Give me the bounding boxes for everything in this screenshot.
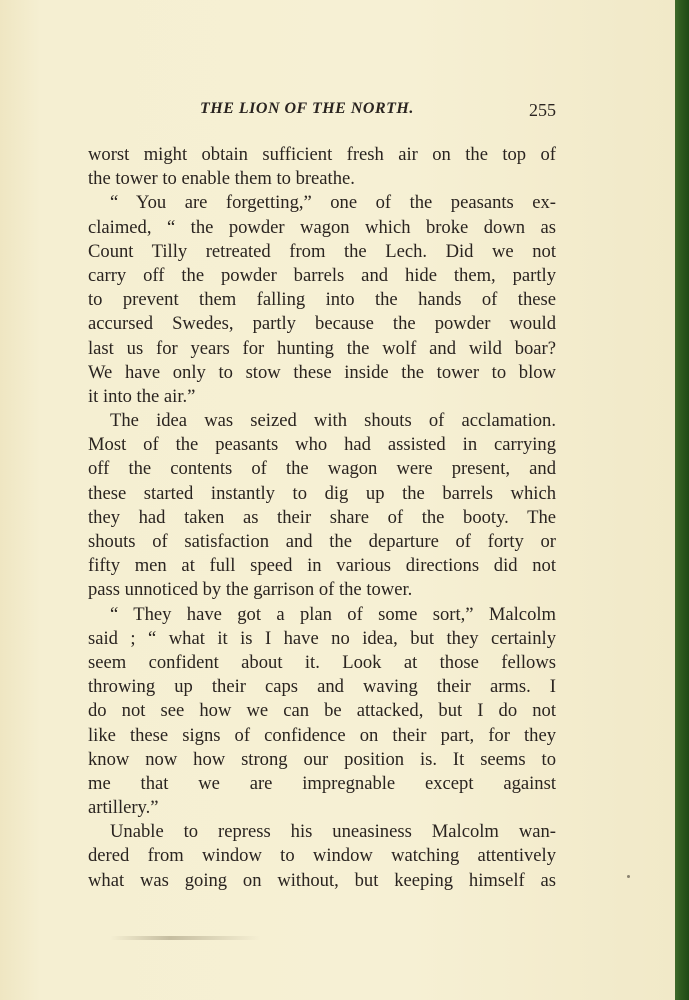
text-line: know now how strong our position is. It seems to xyxy=(88,748,556,770)
text-line: worst might obtain sufficient fresh air on the top of xyxy=(88,144,556,165)
text-line: what was going on without, but keeping himself as xyxy=(88,869,556,891)
text-line: seem confident about it. Look at those fellows xyxy=(88,651,556,673)
text-line: carry off the powder barrels and hide them, partly xyxy=(88,264,556,286)
text-line: “ They have got a plan of some sort,” Malcolm xyxy=(110,603,556,625)
text-line: We have only to stow these inside the tower to blow xyxy=(88,361,556,383)
text-line: fifty men at full speed in various directions did not xyxy=(88,555,556,577)
text-line: they had taken as their share of the booty. The xyxy=(88,506,556,528)
page-header xyxy=(88,100,556,124)
text-line: “ You are forgetting,” one of the peasants ex- xyxy=(110,192,556,214)
text-line: me that we are impregnable except against xyxy=(88,772,556,794)
text-line: Most of the peasants who had assisted in carrying xyxy=(88,434,556,456)
text-line: The idea was seized with shouts of acclamation. xyxy=(110,410,556,432)
text-line: Count Tilly retreated from the Lech. Did we not xyxy=(88,240,556,262)
text-line: these started instantly to dig up the barrels which xyxy=(88,482,556,504)
text-line: accursed Swedes, partly because the powder would xyxy=(88,313,556,335)
page-number: 255 xyxy=(529,100,556,120)
text-line: pass unnoticed by the garrison of the tower. xyxy=(88,579,413,601)
book-cover-edge xyxy=(675,0,689,1000)
text-line: like these signs of confidence on their part, for they xyxy=(88,724,556,746)
text-line: last us for years for hunting the wolf and wild boar? xyxy=(88,337,556,359)
text-line: artillery.” xyxy=(88,797,159,819)
text-line: to prevent them falling into the hands of these xyxy=(88,289,556,311)
text-line: shouts of satisfaction and the departure of forty or xyxy=(88,531,556,552)
text-line: it into the air.” xyxy=(88,385,196,407)
body-text xyxy=(88,143,556,893)
text-line: claimed, “ the powder wagon which broke down as xyxy=(88,216,556,238)
text-line: do not see how we can be attacked, but I do not xyxy=(88,700,556,722)
running-title: THE LION OF THE NORTH. xyxy=(200,100,414,117)
text-line: dered from window to window watching attentively xyxy=(88,845,556,867)
text-line: off the contents of the wagon were present, and xyxy=(88,458,556,480)
page-speck xyxy=(627,875,630,878)
text-line: the tower to enable them to breathe. xyxy=(88,168,355,190)
text-line: Unable to repress his uneasiness Malcolm wan- xyxy=(110,821,556,843)
text-line: throwing up their caps and waving their arms. I xyxy=(88,676,556,698)
page-smudge xyxy=(110,936,260,940)
text-line: said ; “ what it is I have no idea, but they certainly xyxy=(88,627,556,649)
